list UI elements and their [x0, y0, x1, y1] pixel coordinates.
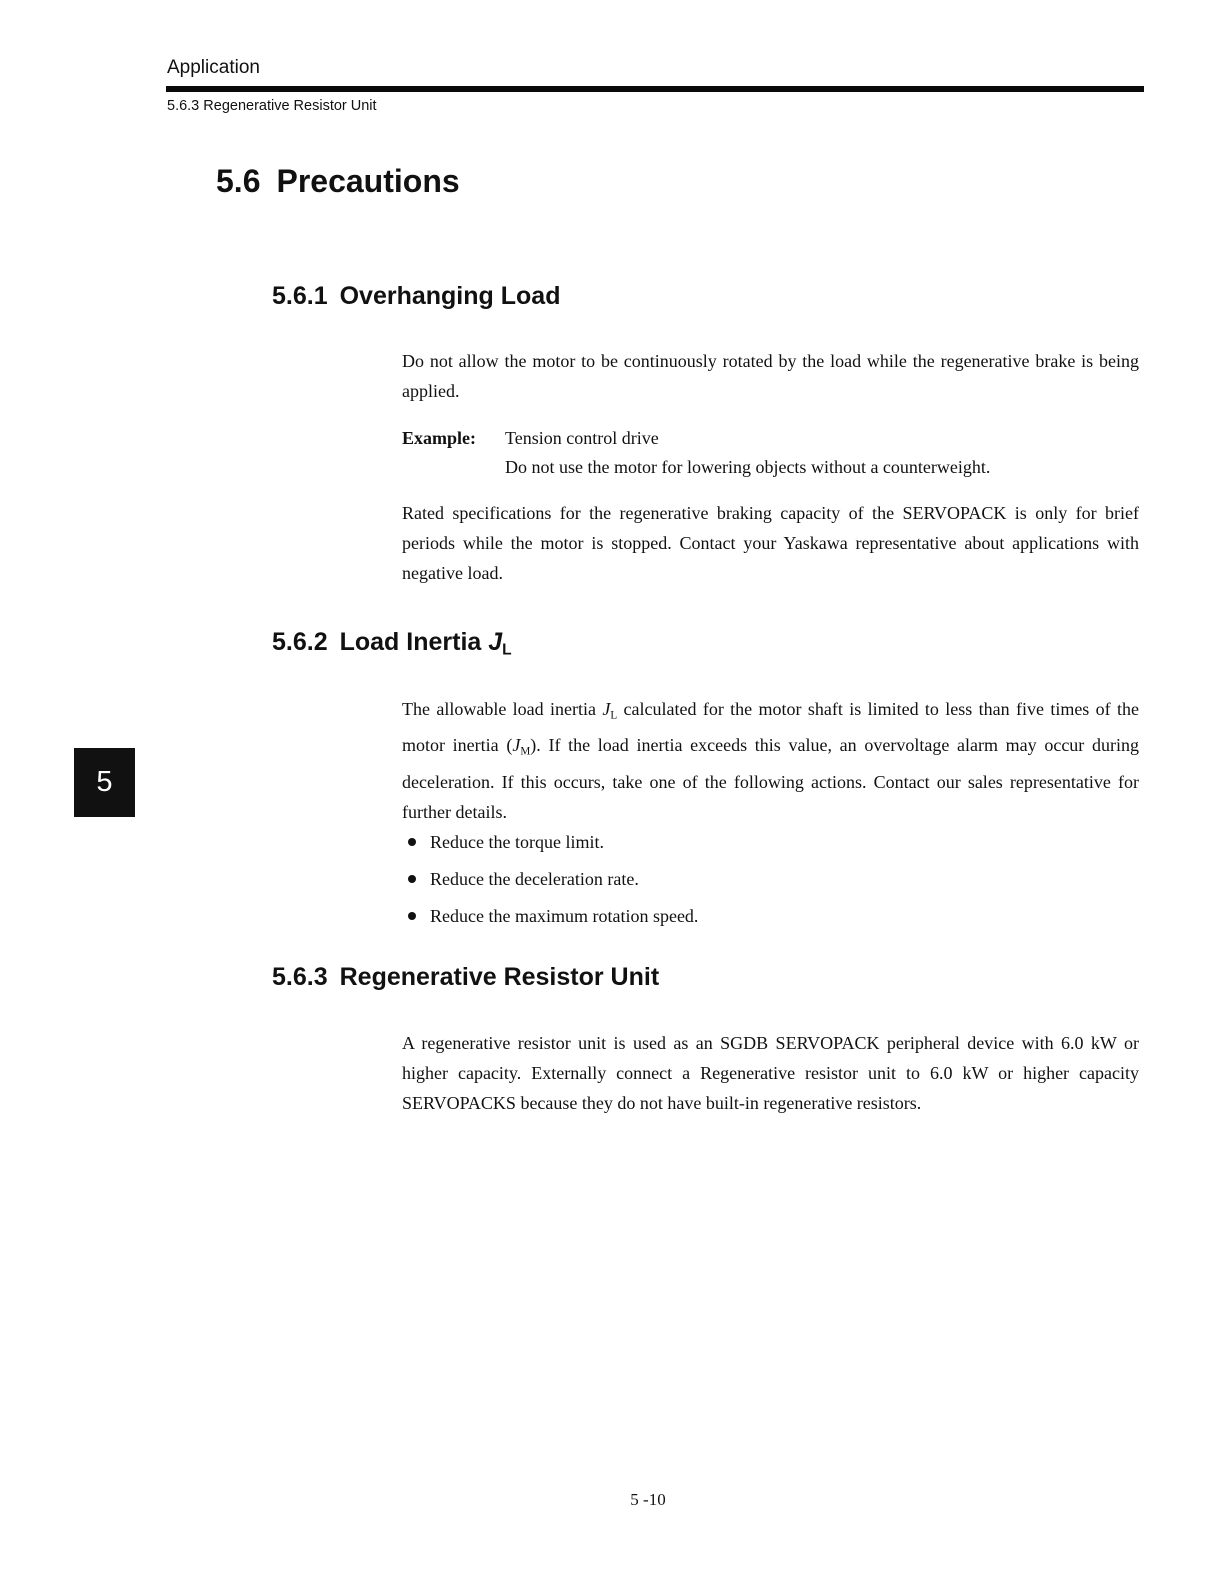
- action-list: [408, 828, 698, 939]
- section-number: 5.6: [216, 163, 261, 199]
- header-rule: [166, 86, 1144, 92]
- braking-capacity-paragraph: Rated specifications for the regenerative braking capacity of the SERVOPACK is only for brief periods while the motor is stopped. Contact your Yaskawa representative about applications with negative load.: [402, 503, 1139, 583]
- subsection-heading-5-6-1: [272, 282, 560, 311]
- inertia-text-a: The allowable load inertia: [402, 699, 596, 719]
- inertia-text-b: calculated for the motor shaft is limited to less than five times of the motor inertia (: [402, 699, 1140, 756]
- list-item: Reduce the deceleration rate.: [408, 865, 698, 902]
- bullet-icon: [408, 875, 416, 883]
- list-item: Reduce the maximum rotation speed.: [408, 902, 698, 939]
- running-header-title: Application: [167, 57, 260, 78]
- bullet-icon: [408, 912, 416, 920]
- inertia-text-c: ). If the load inertia exceeds this value, an overvoltage alarm may occur during deceleration. If this occurs, take one of the following actions. Contact our sales representative for further details.: [402, 735, 1139, 822]
- list-item: Reduce the torque limit.: [408, 828, 698, 865]
- running-header-subtitle: 5.6.3 Regenerative Resistor Unit: [167, 98, 377, 114]
- subsection-number: 5.6.3: [272, 963, 328, 991]
- regenerative-resistor-paragraph: A regenerative resistor unit is used as an SGDB SERVOPACK peripheral device with 6.0 kW or higher capacity. Externally connect a Regenerative resistor unit to 6.0 kW or higher capacity SERVOPACKS because they do not have built-in regenerative resistors.: [402, 1033, 1139, 1113]
- section-heading: [216, 163, 460, 200]
- page-number: 5 -10: [630, 1490, 666, 1509]
- symbol-jm: J: [512, 735, 521, 756]
- section-title: Precautions: [276, 163, 460, 199]
- example-line-1: Tension control drive: [505, 428, 659, 448]
- chapter-tab: 5: [74, 748, 135, 817]
- overhanging-load-paragraph: Do not allow the motor to be continuously rotated by the load while the regenerative brake is being applied.: [402, 351, 1139, 401]
- load-inertia-paragraph: [402, 694, 1139, 827]
- example-line-2: Do not use the motor for lowering objects without a counterweight.: [505, 457, 991, 477]
- subscript-l: L: [610, 709, 618, 722]
- subsection-title: Load Inertia: [339, 628, 482, 656]
- symbol-jl: J: [602, 699, 611, 719]
- bullet-icon: [408, 838, 416, 846]
- inertia-symbol: J: [488, 628, 503, 656]
- inertia-subscript: L: [502, 641, 512, 659]
- subsection-number: 5.6.1: [272, 282, 328, 310]
- subsection-number: 5.6.2: [272, 628, 328, 656]
- subsection-title: Regenerative Resistor Unit: [339, 963, 660, 991]
- example-label: Example:: [402, 428, 476, 448]
- subscript-m: M: [520, 745, 531, 758]
- subsection-title: Overhanging Load: [339, 282, 561, 310]
- subsection-heading-5-6-2: [272, 628, 512, 660]
- subsection-heading-5-6-3: [272, 963, 659, 992]
